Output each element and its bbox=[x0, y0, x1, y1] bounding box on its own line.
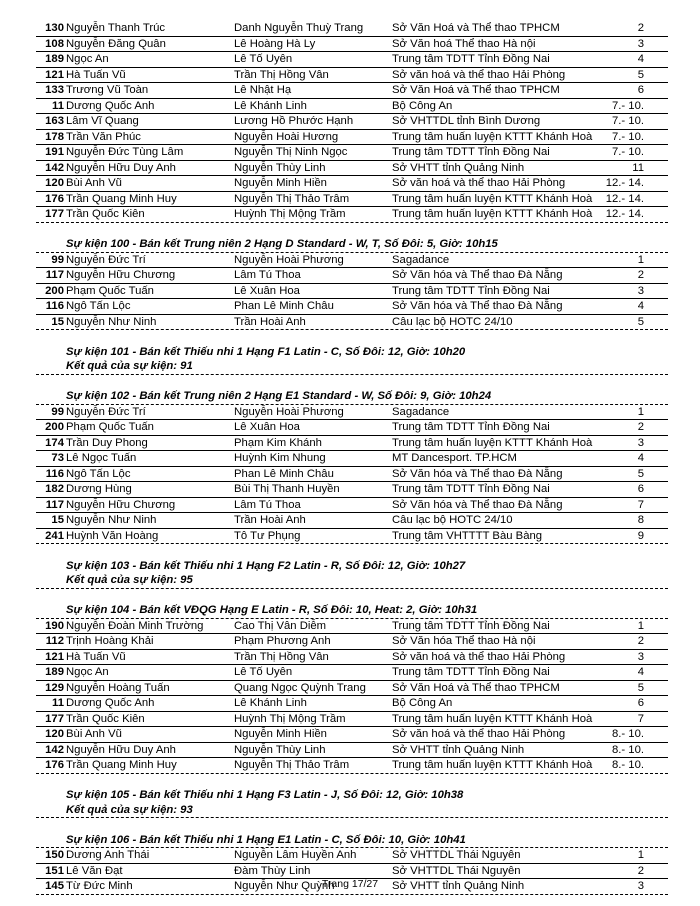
couple-number: 176 bbox=[45, 192, 64, 205]
event-result: Kết quả của sự kiện: 93 bbox=[36, 803, 668, 819]
result-row bbox=[36, 99, 668, 115]
couple-number: 99 bbox=[51, 253, 64, 266]
club-name: Trung tâm VHTTTT Bàu Bàng bbox=[392, 529, 543, 542]
section-spacer bbox=[36, 774, 668, 789]
club-name: Trung tâm TDTT Tỉnh Đồng Nai bbox=[392, 421, 550, 433]
club-name: Sở văn hoá và thể thao Hải Phòng bbox=[392, 650, 566, 663]
couple-number: 117 bbox=[45, 498, 64, 511]
couple-number: 129 bbox=[45, 681, 64, 694]
club-name: Sở VHTTDL Thái Nguyên bbox=[392, 849, 521, 861]
couple-number: 182 bbox=[45, 483, 64, 495]
placing: 5 bbox=[637, 681, 644, 694]
couple-number: 200 bbox=[45, 421, 64, 433]
couple-number: 130 bbox=[45, 22, 64, 34]
couple-number: 120 bbox=[45, 728, 64, 740]
placing: 6 bbox=[637, 697, 644, 709]
female-dancer: Nguyễn Thị Thảo Trâm bbox=[234, 759, 350, 771]
result-row bbox=[36, 420, 668, 436]
club-name: Trung tâm huấn luyện KTTT Khánh Hoà bbox=[392, 192, 593, 205]
female-dancer: Quang Ngọc Quỳnh Trang bbox=[234, 681, 366, 694]
female-dancer: Lê Xuân Hoa bbox=[234, 421, 300, 433]
male-dancer: Dương Hùng bbox=[66, 483, 132, 495]
female-dancer: Phạm Kim Khánh bbox=[234, 436, 322, 449]
female-dancer: Phan Lê Minh Châu bbox=[234, 467, 334, 480]
male-dancer: Lê Văn Đạt bbox=[66, 864, 123, 877]
couple-number: 121 bbox=[45, 68, 64, 81]
club-name: MT Dancesport. TP.HCM bbox=[392, 452, 517, 464]
couple-number: 178 bbox=[45, 130, 64, 143]
placing: 1 bbox=[637, 405, 644, 418]
couple-number: 116 bbox=[45, 467, 64, 480]
placing: 6 bbox=[637, 483, 644, 495]
female-dancer: Huỳnh Thị Mộng Trầm bbox=[234, 208, 346, 220]
placing: 12.- 14. bbox=[605, 177, 644, 189]
couple-number: 151 bbox=[45, 864, 64, 877]
placing: 4 bbox=[637, 300, 644, 312]
club-name: Sở VHTT tỉnh Quảng Ninh bbox=[392, 161, 525, 174]
placing: 4 bbox=[637, 452, 644, 464]
female-dancer: Lê Khánh Linh bbox=[234, 99, 307, 112]
female-dancer: Tô Tư Phụng bbox=[234, 529, 301, 542]
male-dancer: Nguyễn Đoàn Minh Trường bbox=[66, 619, 204, 632]
result-row bbox=[36, 650, 668, 666]
club-name: Trung tâm TDTT Tỉnh Đồng Nai bbox=[392, 483, 550, 495]
couple-number: 163 bbox=[45, 115, 64, 127]
result-row bbox=[36, 513, 668, 529]
club-name: Bộ Công An bbox=[392, 697, 453, 709]
male-dancer: Nguyễn Thanh Trúc bbox=[66, 22, 166, 34]
result-row bbox=[36, 299, 668, 315]
female-dancer: Nguyễn Minh Hiền bbox=[234, 728, 327, 740]
couple-number: 189 bbox=[45, 53, 64, 65]
female-dancer: Huỳnh Kim Nhung bbox=[234, 452, 326, 464]
club-name: Sở văn hoá và thể thao Hải Phòng bbox=[392, 68, 566, 81]
club-name: Trung tâm huấn luyện KTTT Khánh Hoà bbox=[392, 130, 593, 143]
placing: 4 bbox=[637, 666, 644, 678]
club-name: Sở Văn Hoá và Thể thao TPHCM bbox=[392, 22, 560, 34]
placing: 8.- 10. bbox=[611, 743, 644, 756]
club-name: Trung tâm TDTT Tỉnh Đồng Nai bbox=[392, 53, 550, 65]
couple-number: 121 bbox=[45, 650, 64, 663]
result-row bbox=[36, 848, 668, 864]
female-dancer: Trần Hoài Anh bbox=[234, 514, 306, 526]
club-name: Sở văn hoá và thể thao Hải Phòng bbox=[392, 177, 566, 189]
male-dancer: Phạm Quốc Tuấn bbox=[66, 284, 154, 297]
event-title: Sự kiện 105 - Bán kết Thiếu nhi 1 Hạng F3 Latin - J, Số Đôi: 12, Giờ: 10h38 bbox=[66, 789, 464, 801]
result-row bbox=[36, 634, 668, 650]
male-dancer: Trịnh Hoàng Khải bbox=[66, 635, 154, 647]
placing: 12.- 14. bbox=[605, 192, 644, 205]
result-row bbox=[36, 451, 668, 467]
club-name: Sở Văn Hoá và Thể thao TPHCM bbox=[392, 681, 560, 694]
female-dancer: Lương Hồ Phước Hạnh bbox=[234, 115, 354, 127]
male-dancer: Nguyễn Hữu Duy Anh bbox=[66, 161, 176, 174]
male-dancer: Ngô Tấn Lộc bbox=[66, 467, 131, 480]
result-row bbox=[36, 696, 668, 712]
result-row bbox=[36, 681, 668, 697]
female-dancer: Bùi Thị Thanh Huyền bbox=[234, 483, 340, 495]
event-title: Sự kiện 101 - Bán kết Thiếu nhi 1 Hạng F1 Latin - C, Số Đôi: 12, Giờ: 10h20 bbox=[66, 345, 466, 358]
female-dancer: Trần Thị Hồng Vân bbox=[234, 650, 329, 663]
male-dancer: Dương Quốc Anh bbox=[66, 99, 155, 112]
placing: 4 bbox=[637, 53, 644, 65]
female-dancer: Lâm Tú Thoa bbox=[234, 269, 301, 281]
couple-number: 177 bbox=[45, 712, 64, 725]
placing: 7 bbox=[637, 498, 644, 511]
couple-number: 174 bbox=[45, 436, 64, 449]
placing: 3 bbox=[637, 880, 644, 892]
result-row bbox=[36, 467, 668, 483]
club-name: Sở VHTT tỉnh Quảng Ninh bbox=[392, 743, 525, 756]
male-dancer: Lê Ngọc Tuấn bbox=[66, 452, 137, 464]
club-name: Sở Văn hóa và Thể thao Đà Nẵng bbox=[392, 300, 563, 312]
male-dancer: Từ Đức Minh bbox=[66, 880, 133, 892]
event-result: Kết quả của sự kiện: 91 bbox=[36, 359, 668, 375]
couple-number: 191 bbox=[45, 146, 64, 158]
result-row bbox=[36, 619, 668, 635]
female-dancer: Nguyễn Thùy Linh bbox=[234, 161, 326, 174]
club-name: Câu lạc bộ HOTC 24/10 bbox=[392, 315, 513, 328]
result-row bbox=[36, 482, 668, 498]
placing: 9 bbox=[637, 529, 644, 542]
event-title: Sự kiện 100 - Bán kết Trung niên 2 Hạng D Standard - W, T, Số Đôi: 5, Giờ: 10h15 bbox=[36, 237, 668, 253]
male-dancer: Trần Quang Minh Huy bbox=[66, 192, 177, 205]
result-row bbox=[36, 436, 668, 452]
club-name: Trung tâm TDTT Tỉnh Đồng Nai bbox=[392, 146, 550, 158]
club-name: Sở Văn Hoá và Thể thao TPHCM bbox=[392, 84, 560, 96]
event-title: Sự kiện 106 - Bán kết Thiếu nhi 1 Hạng E1 Latin - C, Số Đôi: 10, Giờ: 10h41 bbox=[36, 833, 668, 849]
section-spacer bbox=[36, 818, 668, 833]
female-dancer: Nguyễn Minh Hiền bbox=[234, 177, 327, 189]
male-dancer: Nguyễn Đức Trí bbox=[66, 253, 146, 266]
female-dancer: Phan Lê Minh Châu bbox=[234, 300, 334, 312]
section-spacer bbox=[36, 330, 668, 345]
couple-number: 142 bbox=[45, 161, 64, 174]
couple-number: 241 bbox=[45, 529, 64, 542]
female-dancer: Trần Hoài Anh bbox=[234, 315, 306, 328]
male-dancer: Nguyễn Hữu Duy Anh bbox=[66, 743, 176, 756]
female-dancer: Danh Nguyễn Thuỳ Trang bbox=[234, 22, 364, 34]
male-dancer: Hà Tuấn Vũ bbox=[66, 650, 126, 663]
result-row bbox=[36, 83, 668, 99]
couple-number: 190 bbox=[45, 619, 64, 632]
female-dancer: Lê Khánh Linh bbox=[234, 697, 307, 709]
result-row bbox=[36, 498, 668, 514]
female-dancer: Lâm Tú Thoa bbox=[234, 498, 301, 511]
section-spacer bbox=[36, 223, 668, 238]
female-dancer: Cao Thị Vân Diễm bbox=[234, 619, 327, 632]
result-row bbox=[36, 161, 668, 177]
couple-number: 176 bbox=[45, 759, 64, 771]
female-dancer: Huỳnh Thị Mộng Trầm bbox=[234, 712, 346, 725]
placing: 2 bbox=[637, 22, 644, 34]
male-dancer: Nguyễn Hữu Chương bbox=[66, 498, 176, 511]
placing: 1 bbox=[637, 849, 644, 861]
placing: 8 bbox=[637, 514, 644, 526]
result-row bbox=[36, 145, 668, 161]
couple-number: 73 bbox=[51, 452, 64, 464]
male-dancer: Huỳnh Văn Hoàng bbox=[66, 529, 159, 542]
club-name: Bộ Công An bbox=[392, 99, 453, 112]
placing: 7.- 10. bbox=[611, 146, 644, 158]
event-title: Sự kiện 102 - Bán kết Trung niên 2 Hạng E1 Standard - W, Số Đôi: 9, Giờ: 10h24 bbox=[36, 389, 668, 405]
result-row bbox=[36, 52, 668, 68]
club-name: Sở VHTT tỉnh Quảng Ninh bbox=[392, 880, 525, 892]
female-dancer: Phạm Phương Anh bbox=[234, 635, 331, 647]
male-dancer: Trần Văn Phúc bbox=[66, 130, 141, 143]
placing: 1 bbox=[637, 253, 644, 266]
male-dancer: Phạm Quốc Tuấn bbox=[66, 421, 154, 433]
female-dancer: Đàm Thùy Linh bbox=[234, 864, 311, 877]
male-dancer: Ngọc An bbox=[66, 666, 109, 678]
male-dancer: Dương Quốc Anh bbox=[66, 697, 155, 709]
result-row bbox=[36, 176, 668, 192]
male-dancer: Ngọc An bbox=[66, 53, 109, 65]
club-name: Trung tâm huấn luyện KTTT Khánh Hoà bbox=[392, 759, 593, 771]
club-name: Sở VHTTDL tỉnh Bình Dương bbox=[392, 115, 541, 127]
result-row bbox=[36, 529, 668, 545]
female-dancer: Lê Xuân Hoa bbox=[234, 284, 300, 297]
placing: 7.- 10. bbox=[611, 99, 644, 112]
result-row bbox=[36, 712, 668, 728]
female-dancer: Lê Hoàng Hà Ly bbox=[234, 37, 316, 50]
placing: 7.- 10. bbox=[611, 130, 644, 143]
couple-number: 117 bbox=[45, 269, 64, 281]
male-dancer: Trần Quang Minh Huy bbox=[66, 759, 177, 771]
male-dancer: Nguyễn Như Ninh bbox=[66, 315, 157, 328]
male-dancer: Nguyễn Như Ninh bbox=[66, 514, 157, 526]
placing: 5 bbox=[637, 68, 644, 81]
section-spacer bbox=[36, 544, 668, 559]
female-dancer: Nguyễn Hoài Phương bbox=[234, 253, 344, 266]
results-document bbox=[36, 21, 668, 895]
couple-number: 133 bbox=[45, 84, 64, 96]
club-name: Sagadance bbox=[392, 405, 450, 418]
result-row bbox=[36, 114, 668, 130]
page-number: Trang 17/27 bbox=[321, 878, 379, 890]
female-dancer: Lê Tố Uyên bbox=[234, 666, 293, 678]
club-name: Trung tâm TDTT Tỉnh Đồng Nai bbox=[392, 284, 550, 297]
female-dancer: Nguyễn Thùy Linh bbox=[234, 743, 326, 756]
event-title: Sự kiện 104 - Bán kết VĐQG Hạng E Latin - R, Số Đôi: 10, Heat: 2, Giờ: 10h31 bbox=[36, 603, 668, 619]
club-name: Sở Văn hóa và Thể thao Đà Nẵng bbox=[392, 498, 563, 511]
placing: 3 bbox=[637, 37, 644, 50]
placing: 2 bbox=[637, 421, 644, 433]
female-dancer: Nguyễn Thị Thảo Trâm bbox=[234, 192, 350, 205]
event-title: Sự kiện 103 - Bán kết Thiếu nhi 1 Hạng F2 Latin - R, Số Đôi: 12, Giờ: 10h27 bbox=[66, 559, 466, 572]
result-row bbox=[36, 130, 668, 146]
result-row bbox=[36, 864, 668, 880]
male-dancer: Nguyễn Đăng Quân bbox=[66, 37, 166, 50]
placing: 5 bbox=[637, 315, 644, 328]
male-dancer: Trần Quốc Kiên bbox=[66, 208, 145, 220]
placing: 11 bbox=[632, 161, 644, 174]
result-row bbox=[36, 743, 668, 759]
placing: 3 bbox=[637, 436, 644, 449]
couple-number: 11 bbox=[52, 697, 64, 709]
section-spacer bbox=[36, 375, 668, 390]
result-row bbox=[36, 727, 668, 743]
couple-number: 15 bbox=[51, 315, 64, 328]
male-dancer: Trần Duy Phong bbox=[66, 436, 148, 449]
female-dancer: Nguyễn Như Quỳnh bbox=[234, 880, 335, 892]
placing: 3 bbox=[637, 650, 644, 663]
male-dancer: Nguyễn Đức Trí bbox=[66, 405, 146, 418]
club-name: Sở Văn hóa và Thể thao Đà Nẵng bbox=[392, 467, 563, 480]
result-row bbox=[36, 192, 668, 208]
female-dancer: Trần Thị Hồng Vân bbox=[234, 68, 329, 81]
club-name: Sagadance bbox=[392, 253, 450, 266]
club-name: Sở văn hoá và thể thao Hải Phòng bbox=[392, 728, 566, 740]
couple-number: 11 bbox=[52, 99, 64, 112]
female-dancer: Nguyễn Lâm Huyền Anh bbox=[234, 849, 357, 861]
male-dancer: Nguyễn Hữu Chương bbox=[66, 269, 176, 281]
couple-number: 108 bbox=[45, 37, 64, 50]
club-name: Trung tâm TDTT Tỉnh Đồng Nai bbox=[392, 666, 550, 678]
club-name: Sở Văn hóa và Thể thao Đà Nẵng bbox=[392, 269, 563, 281]
result-row bbox=[36, 253, 668, 269]
result-row bbox=[36, 405, 668, 421]
result-row bbox=[36, 268, 668, 284]
result-row bbox=[36, 207, 668, 223]
male-dancer: Lâm Vĩ Quang bbox=[66, 115, 139, 127]
couple-number: 15 bbox=[51, 514, 64, 526]
result-row bbox=[36, 665, 668, 681]
couple-number: 189 bbox=[45, 666, 64, 678]
placing: 2 bbox=[637, 635, 644, 647]
male-dancer: Bùi Anh Vũ bbox=[66, 728, 122, 740]
placing: 2 bbox=[637, 864, 644, 877]
couple-number: 200 bbox=[45, 284, 64, 297]
placing: 5 bbox=[637, 467, 644, 480]
result-row bbox=[36, 315, 668, 331]
result-row bbox=[36, 284, 668, 300]
placing: 3 bbox=[637, 284, 644, 297]
male-dancer: Ngô Tấn Lộc bbox=[66, 300, 131, 312]
club-name: Trung tâm huấn luyện KTTT Khánh Hoà bbox=[392, 208, 593, 220]
couple-number: 120 bbox=[45, 177, 64, 189]
couple-number: 112 bbox=[45, 635, 64, 647]
placing: 8.- 10. bbox=[611, 759, 644, 771]
club-name: Trung tâm huấn luyện KTTT Khánh Hoà bbox=[392, 712, 593, 725]
male-dancer: Bùi Anh Vũ bbox=[66, 177, 122, 189]
female-dancer: Nguyễn Hoài Phương bbox=[234, 405, 344, 418]
female-dancer: Nguyễn Thị Ninh Ngọc bbox=[234, 146, 348, 158]
result-row bbox=[36, 21, 668, 37]
couple-number: 145 bbox=[45, 880, 64, 892]
club-name: Sở Văn hóa Thể thao Hà nội bbox=[392, 635, 536, 647]
male-dancer: Hà Tuấn Vũ bbox=[66, 68, 126, 81]
result-row bbox=[36, 37, 668, 53]
club-name: Sở VHTTDL Thái Nguyên bbox=[392, 864, 521, 877]
female-dancer: Lê Tố Uyên bbox=[234, 53, 293, 65]
event-result: Kết quả của sự kiện: 95 bbox=[36, 573, 668, 589]
male-dancer: Nguyễn Đức Tùng Lâm bbox=[66, 146, 184, 158]
female-dancer: Lê Nhật Hạ bbox=[234, 84, 292, 96]
couple-number: 150 bbox=[45, 849, 64, 861]
placing: 7 bbox=[637, 712, 644, 725]
club-name: Trung tâm huấn luyện KTTT Khánh Hoà bbox=[392, 436, 593, 449]
section-spacer bbox=[36, 589, 668, 604]
placing: 12.- 14. bbox=[605, 208, 644, 220]
couple-number: 99 bbox=[51, 405, 64, 418]
placing: 2 bbox=[637, 269, 644, 281]
male-dancer: Dương Anh Thái bbox=[66, 849, 150, 861]
result-row bbox=[36, 68, 668, 84]
female-dancer: Nguyễn Hoài Hương bbox=[234, 130, 339, 143]
placing: 1 bbox=[637, 619, 644, 632]
club-name: Sở Văn hoá Thể thao Hà nội bbox=[392, 37, 536, 50]
placing: 7.- 10. bbox=[611, 115, 644, 127]
male-dancer: Nguyễn Hoàng Tuấn bbox=[66, 681, 170, 694]
club-name: Câu lạc bộ HOTC 24/10 bbox=[392, 514, 513, 526]
male-dancer: Trương Vũ Toàn bbox=[66, 84, 149, 96]
couple-number: 142 bbox=[45, 743, 64, 756]
placing: 8.- 10. bbox=[611, 728, 644, 740]
male-dancer: Trần Quốc Kiên bbox=[66, 712, 145, 725]
placing: 6 bbox=[637, 84, 644, 96]
couple-number: 177 bbox=[45, 208, 64, 220]
couple-number: 116 bbox=[45, 300, 64, 312]
result-row bbox=[36, 758, 668, 774]
club-name: Trung tâm TDTT Tỉnh Đồng Nai bbox=[392, 619, 550, 632]
